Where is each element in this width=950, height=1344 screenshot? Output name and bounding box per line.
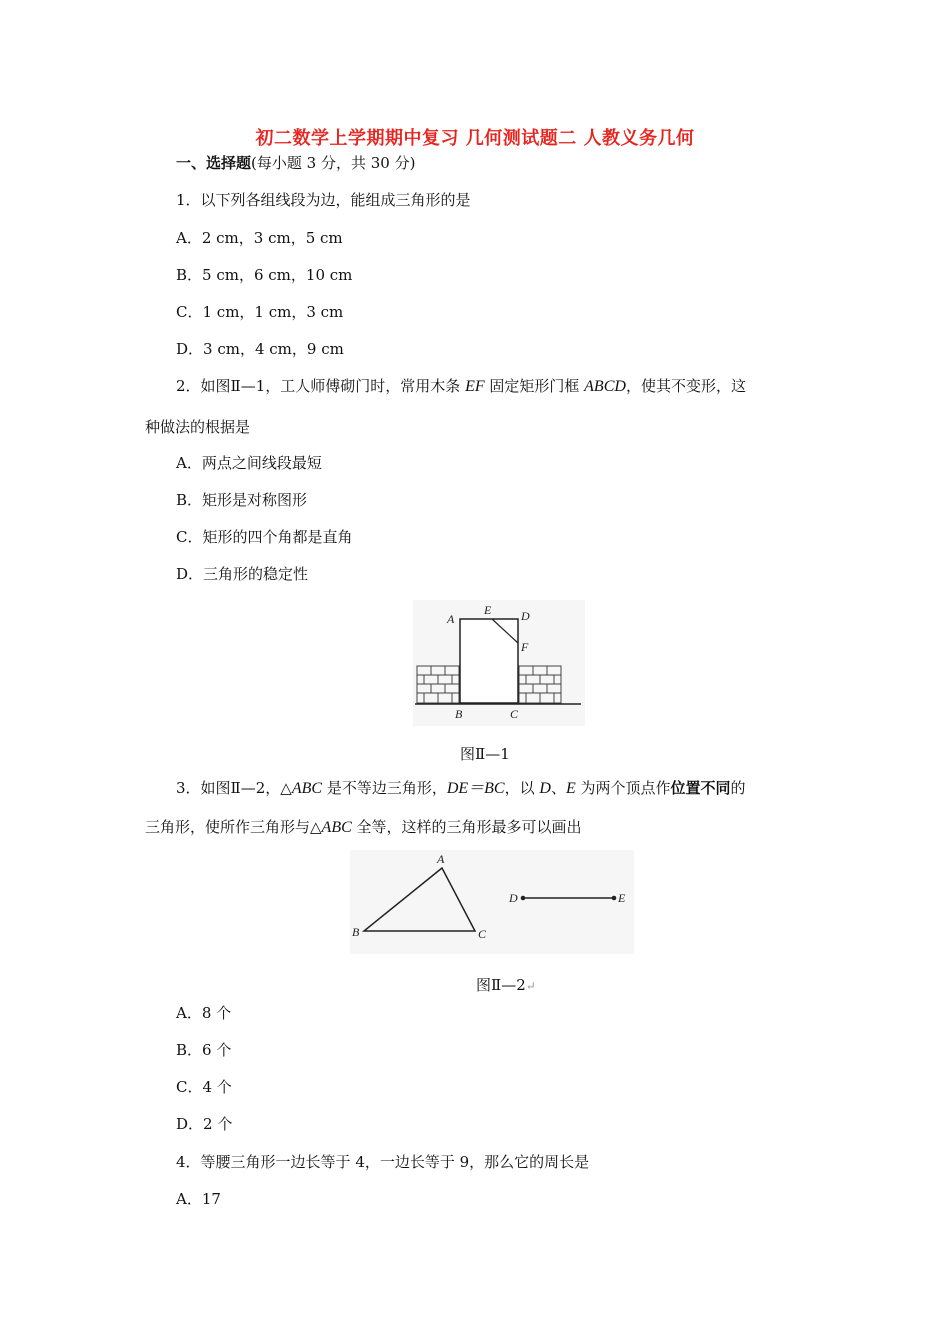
label-d: D <box>509 891 518 905</box>
question-2-option-c: C．矩形的四个角都是直角 <box>176 528 353 546</box>
question-3-stem-part: ，以 <box>504 779 540 797</box>
question-1-option-c: C．1 cm，1 cm，3 cm <box>176 303 344 321</box>
section-heading-label: 一、选择题 <box>176 154 252 172</box>
label-e: E <box>484 603 492 617</box>
question-3-stem-part: 的 <box>730 779 746 797</box>
question-2-option-d: D．三角形的稳定性 <box>176 565 309 583</box>
label-d: D <box>521 609 530 623</box>
question-2-option-a: A．两点之间线段最短 <box>176 454 322 472</box>
label-c: C <box>510 707 519 721</box>
question-3-stem-part: 为两个顶点作 <box>575 779 671 797</box>
question-3-stem-part: 全等，这样的三角形最多可以画出 <box>351 818 582 836</box>
question-1-option-b: B．5 cm，6 cm，10 cm <box>176 266 353 284</box>
point-d <box>521 896 526 901</box>
question-3-stem-part: 是不等边三角形， <box>322 779 447 797</box>
question-1-option-d: D．3 cm，4 cm，9 cm <box>176 340 344 358</box>
question-3-emphasis: 位置不同 <box>670 779 731 797</box>
question-3-option-b: B．6 个 <box>176 1041 232 1059</box>
question-3-stem-part: 3．如图Ⅱ—2，△ <box>176 779 292 797</box>
question-3-option-a: A．8 个 <box>176 1004 232 1022</box>
question-1-option-a: A．2 cm，3 cm，5 cm <box>176 229 343 247</box>
question-3-option-c: C．4 个 <box>176 1078 232 1096</box>
question-3-option-d: D．2 个 <box>176 1115 233 1133</box>
question-4-stem: 4．等腰三角形一边长等于 4，一边长等于 9，那么它的周长是 <box>176 1153 590 1171</box>
question-3-stem <box>176 775 746 798</box>
figure-2-caption <box>476 974 536 995</box>
door-frame-rect <box>460 619 518 703</box>
question-2-option-b: B．矩形是对称图形 <box>176 491 308 509</box>
question-4-option-a: A．17 <box>176 1190 221 1208</box>
figure-1-caption: 图Ⅱ—1 <box>460 745 510 763</box>
question-3-e: E <box>565 780 576 797</box>
question-3-stem-part: 、 <box>550 779 566 797</box>
question-2-abcd: ABCD <box>584 378 626 395</box>
question-3-abc: ABC <box>321 819 352 836</box>
figure-2-caption-text: 图Ⅱ—2 <box>476 976 526 994</box>
section-heading-note: (每小题 3 分，共 30 分) <box>251 154 416 172</box>
question-3-stem-line2 <box>145 816 582 837</box>
label-c: C <box>478 927 487 941</box>
question-2-stem <box>176 375 746 396</box>
question-2-stem-part: ，使其不变形，这 <box>625 377 746 395</box>
question-3-d: D <box>539 780 551 797</box>
label-e: E <box>618 891 626 905</box>
point-e <box>612 896 617 901</box>
question-1-stem: 1．以下列各组线段为边，能组成三角形的是 <box>176 191 471 209</box>
label-b: B <box>455 707 463 721</box>
label-a: A <box>437 852 445 866</box>
section-heading <box>176 152 415 173</box>
label-f: F <box>521 640 529 654</box>
question-2-stem-part: 固定矩形门框 <box>484 377 585 395</box>
page-title: 初二数学上学期期中复习 几何测试题二 人教义务几何 <box>255 128 695 149</box>
question-2-stem-part: 2．如图Ⅱ—1，工人师傅砌门时，常用木条 <box>176 377 466 395</box>
triangle-figure <box>350 850 634 954</box>
label-a: A <box>447 612 455 626</box>
question-3-stem-part: 三角形，使所作三角形与△ <box>145 818 322 836</box>
door-frame-figure <box>413 600 585 726</box>
return-mark-icon: ↵ <box>525 979 536 993</box>
label-b: B <box>352 925 360 939</box>
question-2-stem-line2: 种做法的根据是 <box>145 418 251 436</box>
question-2-ef: EF <box>465 378 485 395</box>
question-3-abc: ABC <box>291 780 323 797</box>
question-3-de-bc: DE＝BC <box>446 780 505 797</box>
